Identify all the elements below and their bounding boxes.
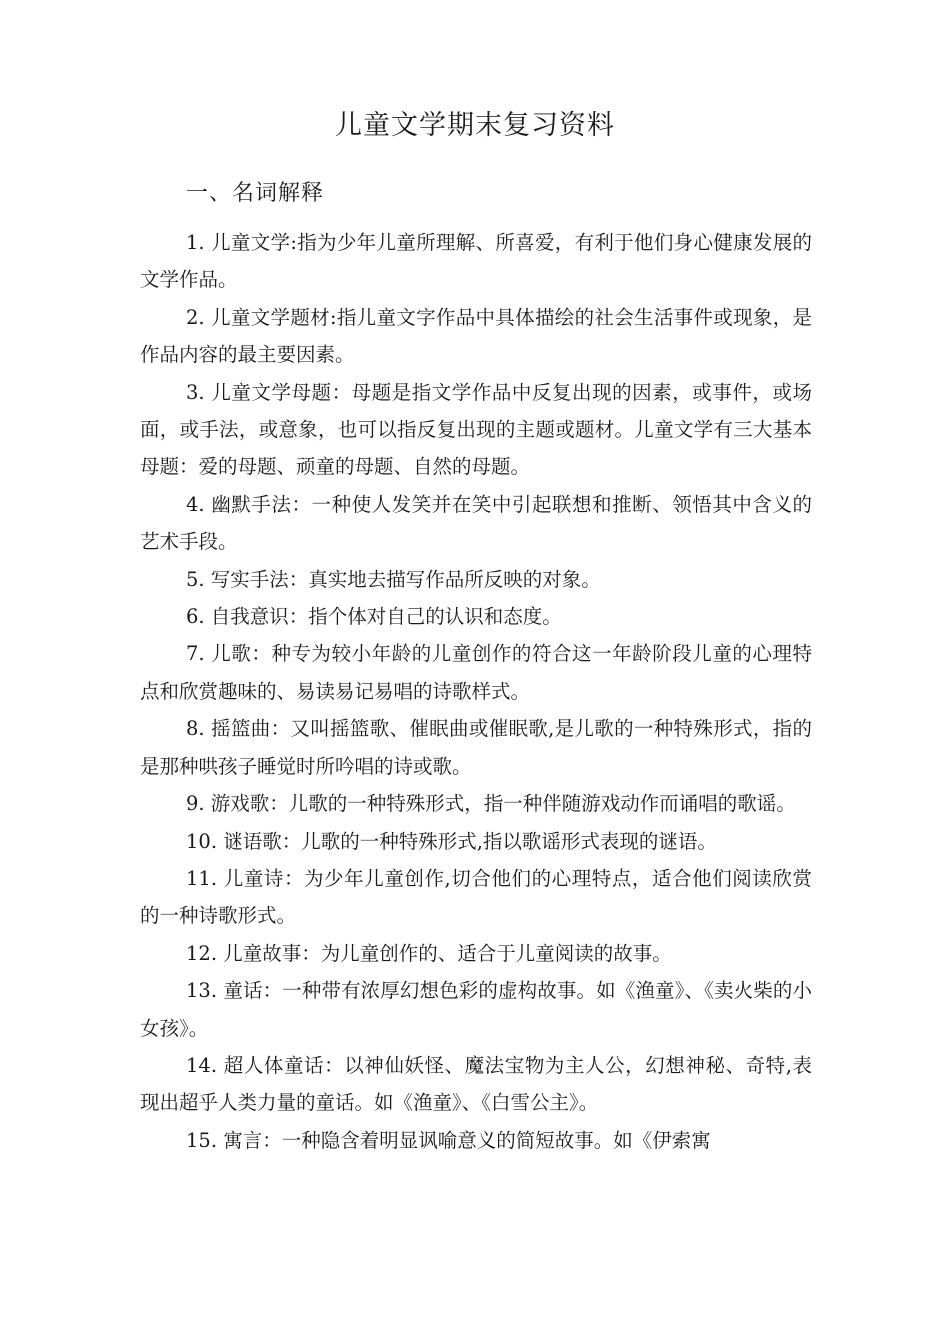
document-title: 儿童文学期末复习资料 xyxy=(335,110,615,141)
entry-3: 3. 儿童文学母题：母题是指文学作品中反复出现的因素，或事件，或场面，或手法，或意象，也可以指反复出现的主题或题材。儿童文学有三大基本母题：爱的母题、顽童的母题、自然的母题。 xyxy=(140,380,812,479)
entry-12: 12. 儿童故事：为儿童创作的、适合于儿童阅读的故事。 xyxy=(186,941,672,965)
section-heading: 一、名词解释 xyxy=(186,181,325,206)
entry-7: 7. 儿歌：种专为较小年龄的儿童创作的符合这一年龄阶段儿童的心理特点和欣赏趣味的、易读易记易唱的诗歌样式。 xyxy=(140,642,812,703)
entry-1: 1. 儿童文学:指为少年儿童所理解、所喜爱，有利于他们身心健康发展的文学作品。 xyxy=(140,231,812,292)
entry-9: 9. 游戏歌：儿歌的一种特殊形式，指一种伴随游戏动作而诵唱的歌谣。 xyxy=(186,792,796,816)
entry-10: 10. 谜语歌：儿歌的一种特殊形式,指以歌谣形式表现的谜语。 xyxy=(186,829,717,853)
entry-8: 8. 摇篮曲：又叫摇篮歌、催眠曲或催眠歌,是儿歌的一种特殊形式，指的是那种哄孩子睡觉时所吟唱的诗或歌。 xyxy=(140,717,812,778)
entry-14: 14. 超人体童话：以神仙妖怪、魔法宝物为主人公，幻想神秘、奇特,表现出超乎人类力量的童话。如《渔童》、《白雪公主》。 xyxy=(140,1053,812,1115)
entry-13: 13. 童话：一种带有浓厚幻想色彩的虚构故事。如《渔童》、《卖火柴的小女孩》。 xyxy=(140,979,812,1040)
entry-6: 6. 自我意识：指个体对自己的认识和态度。 xyxy=(186,605,562,629)
entry-2: 2. 儿童文学题材:指儿童文字作品中具体描绘的社会生活事件或现象，是作品内容的最主要因素。 xyxy=(140,305,812,367)
entry-4: 4. 幽默手法：一种使人发笑并在笑中引起联想和推断、领悟其中含义的艺术手段。 xyxy=(140,492,812,554)
entry-11: 11. 儿童诗：为少年儿童创作,切合他们的心理特点，适合他们阅读欣赏的一种诗歌形式。 xyxy=(140,866,812,928)
entry-5: 5. 写实手法：真实地去描写作品所反映的对象。 xyxy=(186,567,601,591)
entries-list xyxy=(140,224,812,1159)
entry-15: 15. 寓言：一种隐含着明显讽喻意义的简短故事。如《伊索寓 xyxy=(186,1128,711,1152)
